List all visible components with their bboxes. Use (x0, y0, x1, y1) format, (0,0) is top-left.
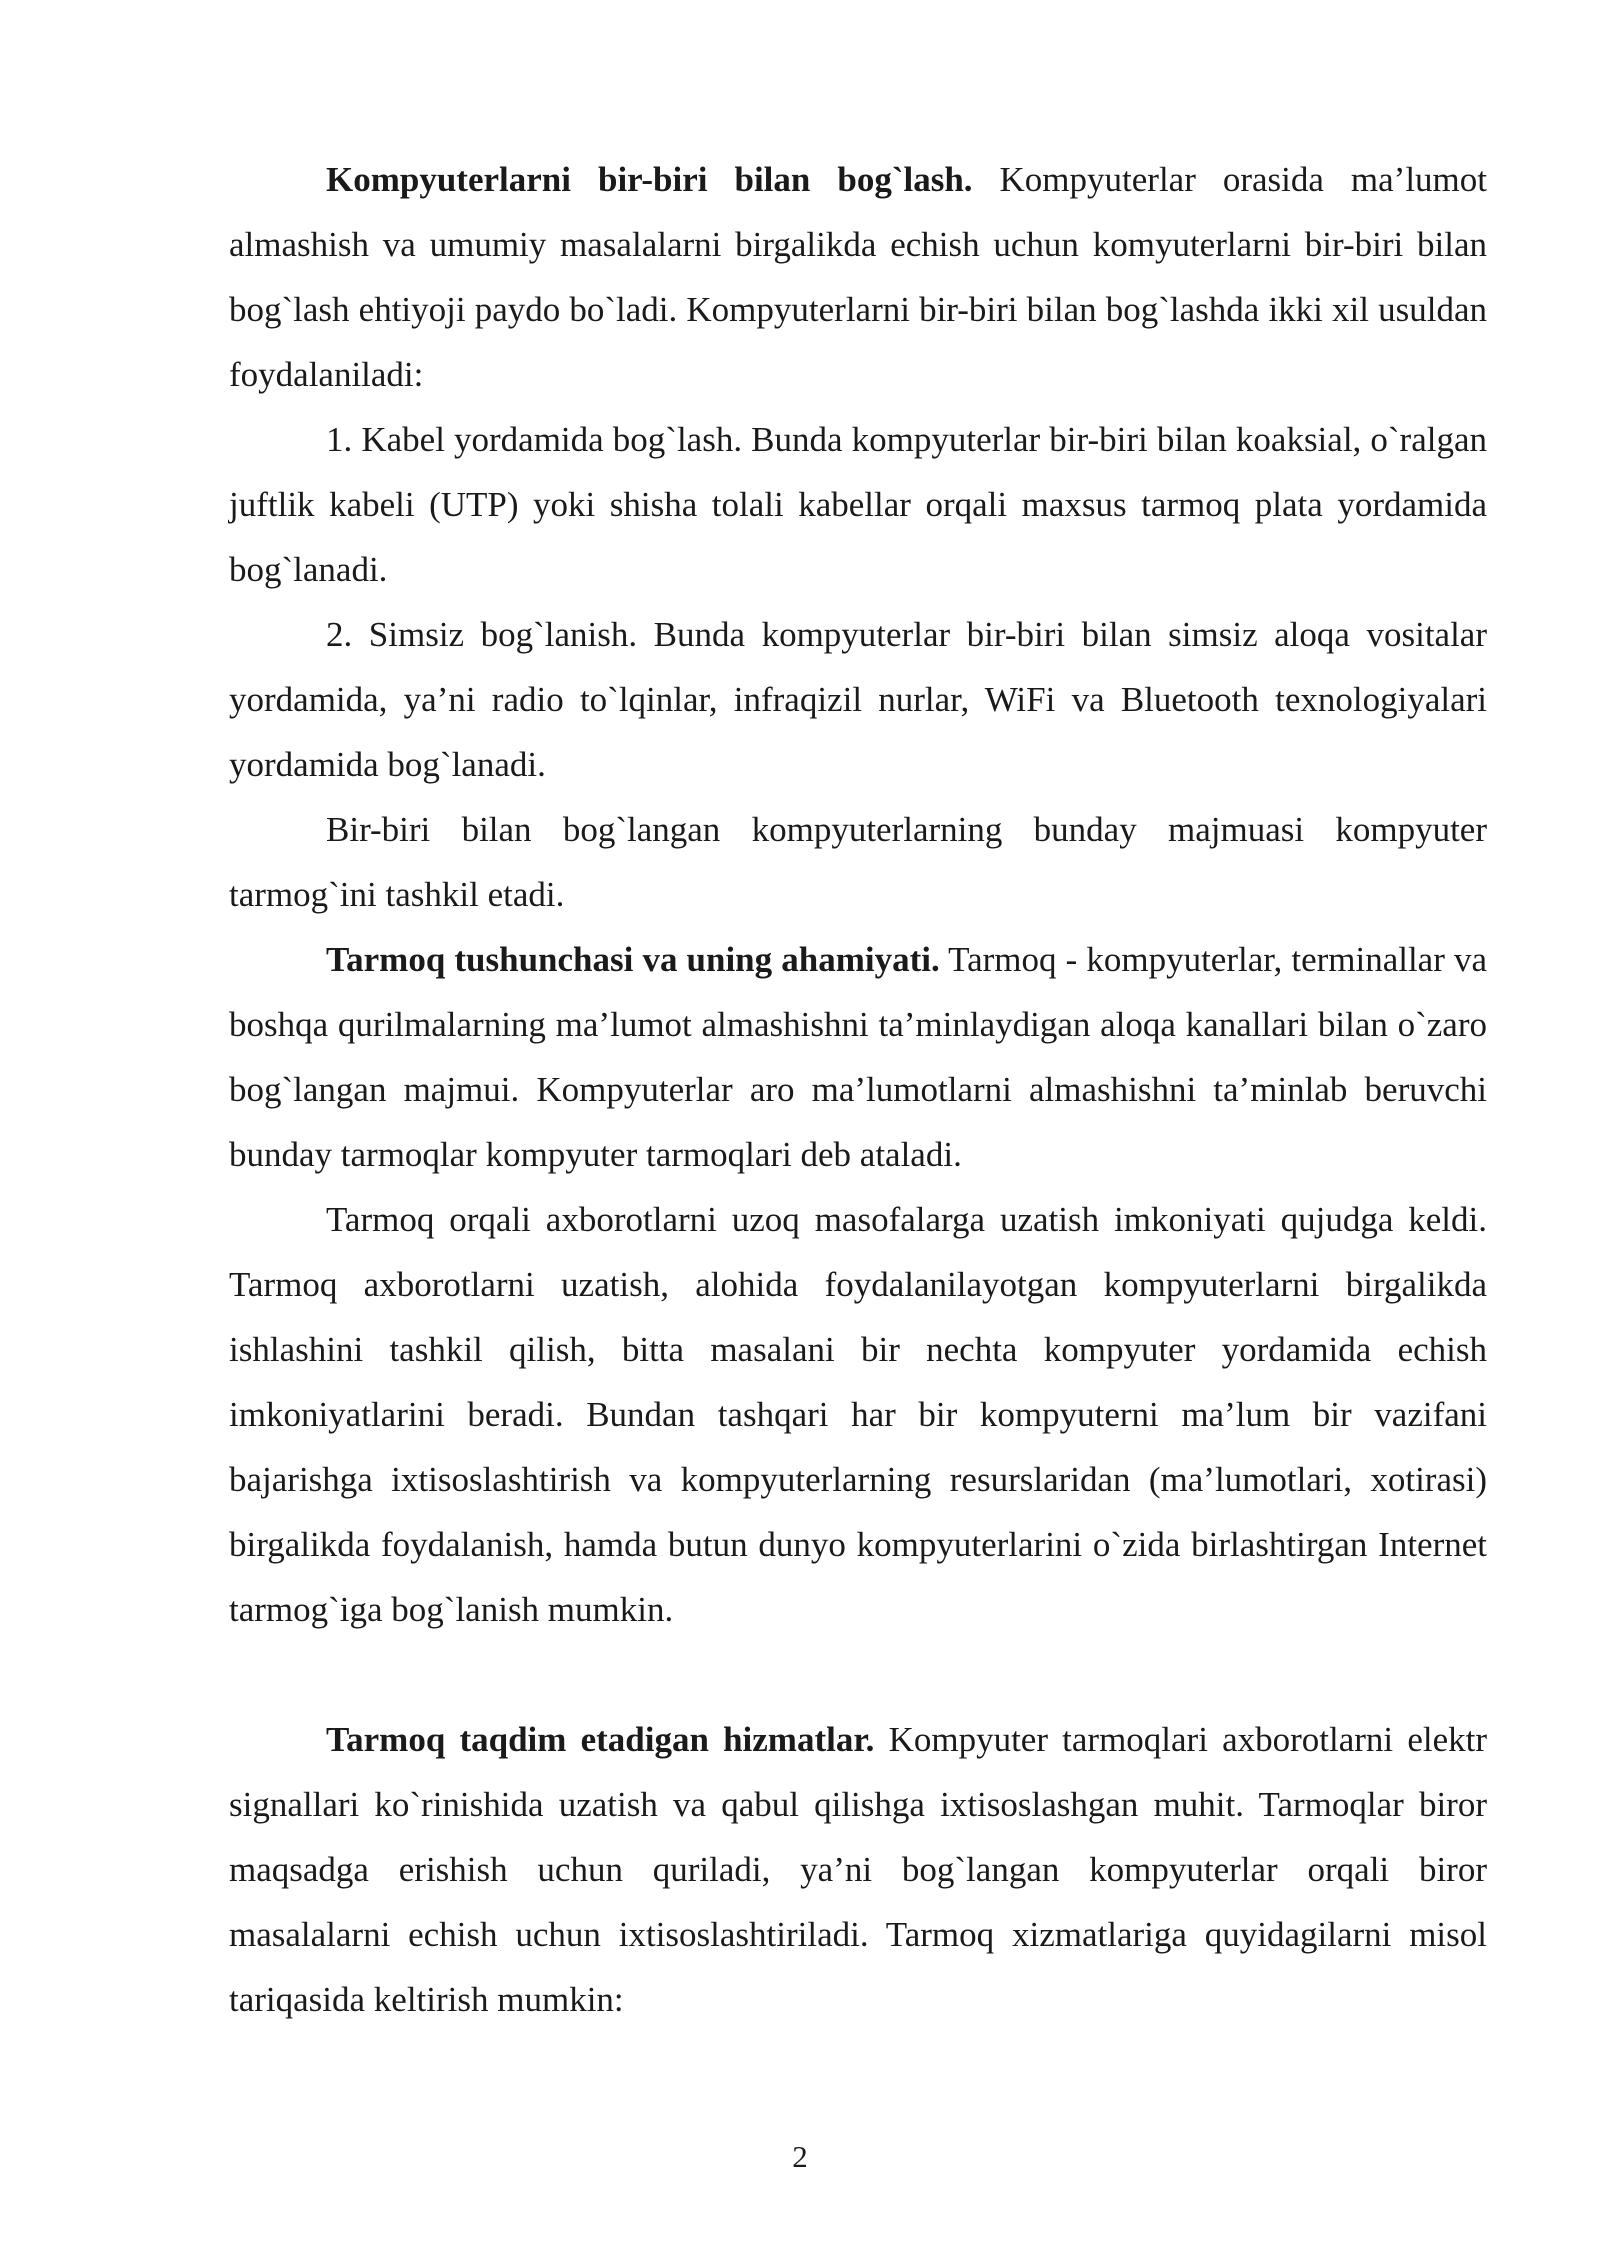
paragraph-text: 1. Kabel yordamida bog`lash. Bunda kompyuterlar bir-biri bilan koaksial, o`ralgan juftlik kabeli (UTP) yoki shisha tolali kabellar orqali maxsus tarmoq plata yordamida bog`lanadi. (229, 420, 1487, 589)
section-heading: Tarmoq taqdim etadigan hizmatlar. (326, 1720, 875, 1759)
section-heading: Tarmoq tushunchasi va uning ahamiyati. (326, 940, 940, 979)
paragraph-text: Kompyuterlar orasida ma’lumot almashish va umumiy masalalarni birgalikda echish uchun komyuterlarni bir-biri bilan bog`lash ehtiyoji paydo bo`ladi. Kompyuterlarni bir-biri bilan bog`lashda ikki xil usuldan foydalaniladi: (229, 160, 1487, 394)
page-number: 2 (792, 2139, 808, 2174)
list-item-cable (229, 407, 1487, 602)
paragraph-network-benefits (229, 1187, 1487, 1642)
paragraph-text: 2. Simsiz bog`lanish. Bunda kompyuterlar bir-biri bilan simsiz aloqa vositalar yordamida, ya’ni radio to`lqinlar, infraqizil nurlar, WiFi va Bluetooth texnologiyalari yordamida bog`lanadi. (229, 615, 1487, 784)
paragraph-text: Kompyuter tarmoqlari axborotlarni elektr signallari ko`rinishida uzatish va qabul qilishga ixtisoslashgan muhit. Tarmoqlar biror maqsadga erishish uchun quriladi, ya’ni bog`langan kompyuterlar orqali biror masalalarni echish uchun ixtisoslashtiriladi. Tarmoq xizmatlariga quyidagilarni misol tariqasida keltirish mumkin: (229, 1720, 1487, 2019)
paragraph-connecting-computers (229, 147, 1487, 407)
paragraph-network-services (229, 1707, 1487, 2032)
paragraph-text: Tarmoq - kompyuterlar, terminallar va boshqa qurilmalarning ma’lumot almashishni ta’minlaydigan aloqa kanallari bilan o`zaro bog`langan majmui. Kompyuterlar aro ma’lumotlarni almashishni ta’minlab beruvchi bunday tarmoqlar kompyuter tarmoqlari deb ataladi. (229, 940, 1487, 1174)
list-item-wireless (229, 602, 1487, 797)
paragraph-text: Bir-biri bilan bog`langan kompyuterlarning bunday majmuasi kompyuter tarmog`ini tashkil etadi. (229, 810, 1487, 914)
paragraph-network-definition (229, 797, 1487, 927)
section-heading: Kompyuterlarni bir-biri bilan bog`lash. (326, 160, 973, 199)
paragraph-network-concept (229, 927, 1487, 1187)
paragraph-text: Tarmoq orqali axborotlarni uzoq masofalarga uzatish imkoniyati qujudga keldi. Tarmoq axborotlarni uzatish, alohida foydalanilayotgan kompyuterlarni birgalikda ishlashini tashkil qilish, bitta masalani bir nechta kompyuter yordamida echish imkoniyatlarini beradi. Bundan tashqari har bir kompyuterni ma’lum bir vazifani bajarishga ixtisoslashtirish va kompyuterlarning resurslaridan (ma’lumotlari, xotirasi) birgalikda foydalanish, hamda butun dunyo kompyuterlarini o`zida birlashtirgan Internet tarmog`iga bog`lanish mumkin. (229, 1200, 1487, 1629)
page-body (229, 147, 1487, 2032)
